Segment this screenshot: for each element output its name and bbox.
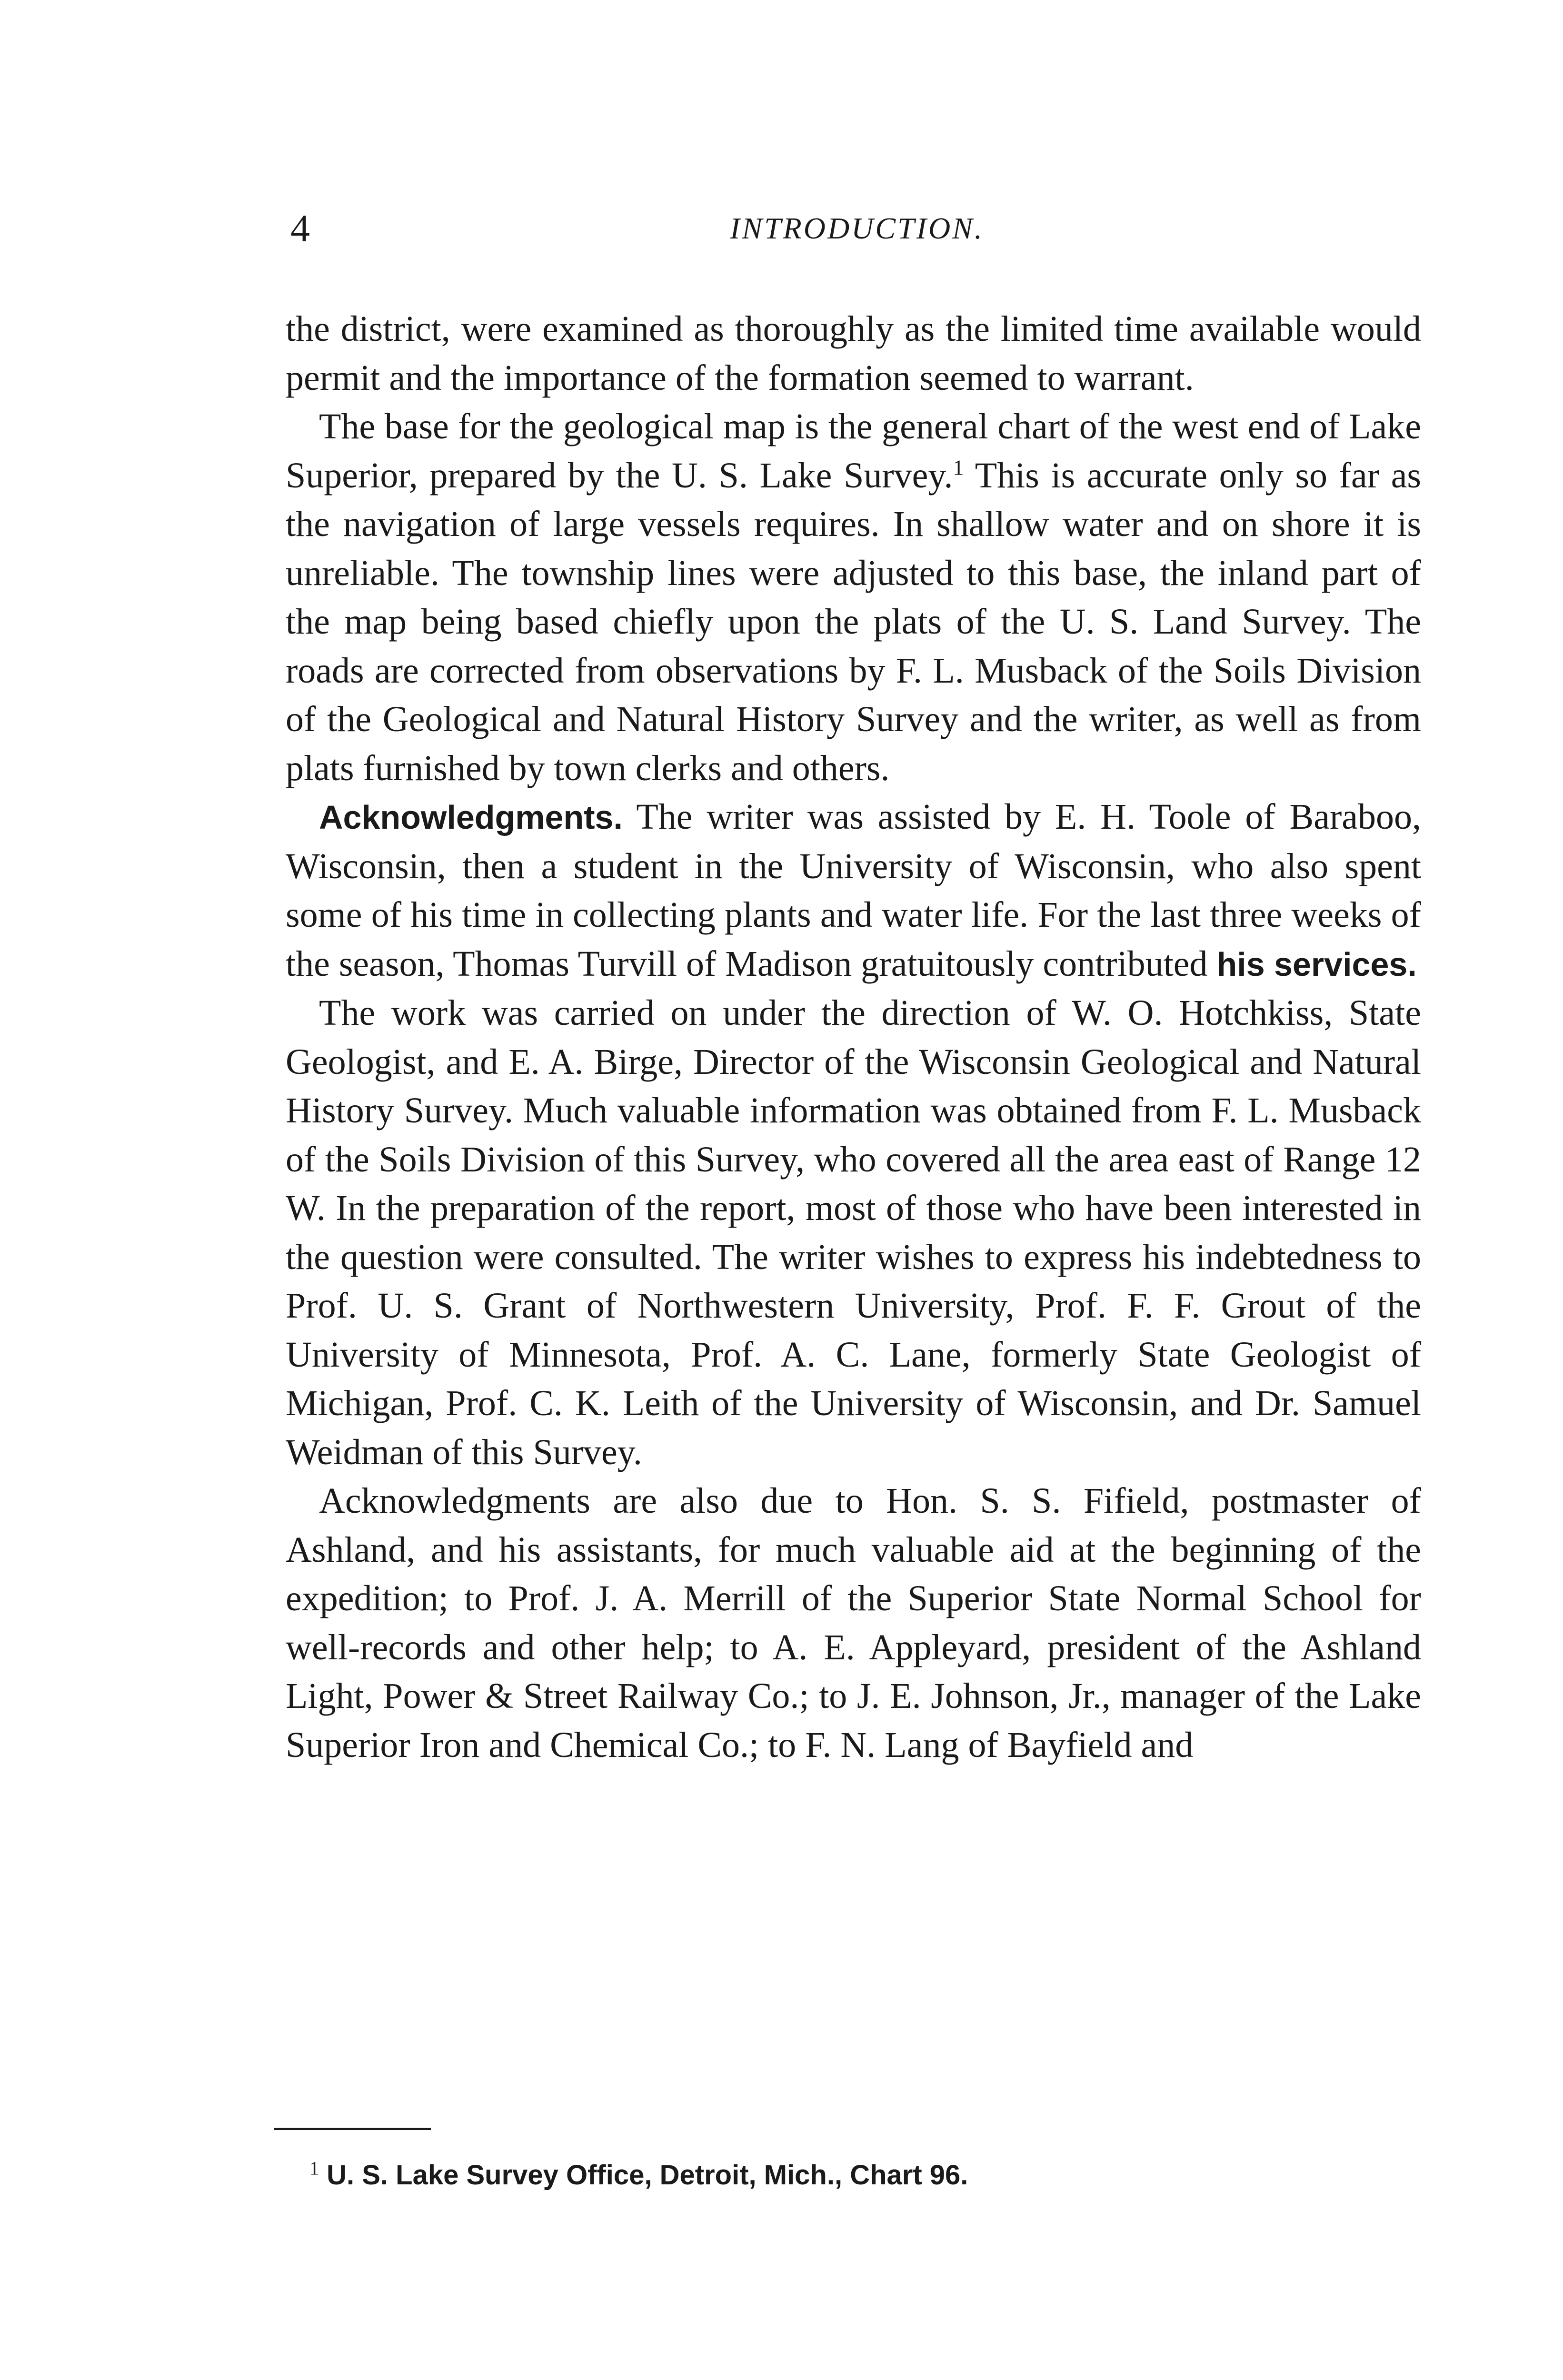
paragraph-direction: The work was carried on under the direction of W. O. Hotchkiss, State Geologist, and E. A. Birge, Director of the Wisconsin Geological and Natural History Survey. Much valuable information was obtained from F. L. Musback of the Soils Division of this Survey, who covered all the area east of Range 12 W. In the preparation of the report, most of those who have been interested in the question were consulted. The writer wishes to express his indebtedness to Prof. U. S. Grant of Northwestern University, Prof. F. F. Grout of the University of Minnesota, Prof. A. C. Lane, formerly State Geologist of Michigan, Prof. C. K. Leith of the University of Wisconsin, and Dr. Samuel Weidman of this Survey.	[286, 993, 1421, 1472]
paragraph-base-map-text: The base for the geological map is the general chart of the west end of Lake Superior, prepared by the U. S. Lake Survey.	[286, 407, 1421, 496]
running-head	[290, 205, 1424, 262]
footnote	[309, 2154, 1357, 2197]
running-title: INTRODUCTION.	[730, 211, 984, 245]
paragraph-further-acknowledgments: Acknowledgments are also due to Hon. S. S. Fifield, postmaster of Ashland, and his assistants, for much valuable aid at the beginning of the expedition; to Prof. J. A. Merrill of the Superior State Normal School for well-records and other help; to A. E. Appleyard, president of the Ashland Light, Power & Street Railway Co.; to J. E. Johnson, Jr., manager of the Lake Superior Iron and Chemical Co.; to F. N. Lang of Bayfield and	[286, 1481, 1421, 1765]
paragraph-continuation: the district, were examined as thoroughly as the limited time available would permit and the importance of the formation seemed to warrant.	[286, 309, 1421, 398]
footnote-marker: 1	[309, 2157, 319, 2179]
footnote-divider	[274, 2128, 431, 2130]
body-text	[286, 305, 1421, 1769]
page-number: 4	[290, 207, 310, 250]
paragraph-base-map-continuation: This is accurate only so far as the navigation of large vessels requires. In shallow water and on shore it is unreliable. The township lines were adjusted to this base, the inland part of the map being based chiefly upon the plats of the U. S. Land Survey. The roads are corrected from observations by F. L. Musback of the Soils Division of the Geological and Natural History Survey and the writer, as well as from plats furnished by town clerks and others.	[286, 455, 1422, 788]
paragraph-acknowledgments	[286, 793, 1421, 989]
acknowledgments-heading: Acknowledgments.	[319, 799, 623, 836]
footnote-reference: 1	[953, 455, 964, 480]
paragraph-base-map	[286, 402, 1421, 793]
acknowledgments-bold-end: his services.	[1216, 945, 1417, 983]
footnote-text: U. S. Lake Survey Office, Detroit, Mich., Chart 96.	[319, 2160, 968, 2191]
acknowledgments-text: The writer was assisted by E. H. Toole of Baraboo, Wisconsin, then a student in the University of Wisconsin, who also spent some of his time in collecting plants and water life. For the last three weeks of the season, Thomas Turvill of Madison gratuitously contributed	[286, 797, 1421, 984]
